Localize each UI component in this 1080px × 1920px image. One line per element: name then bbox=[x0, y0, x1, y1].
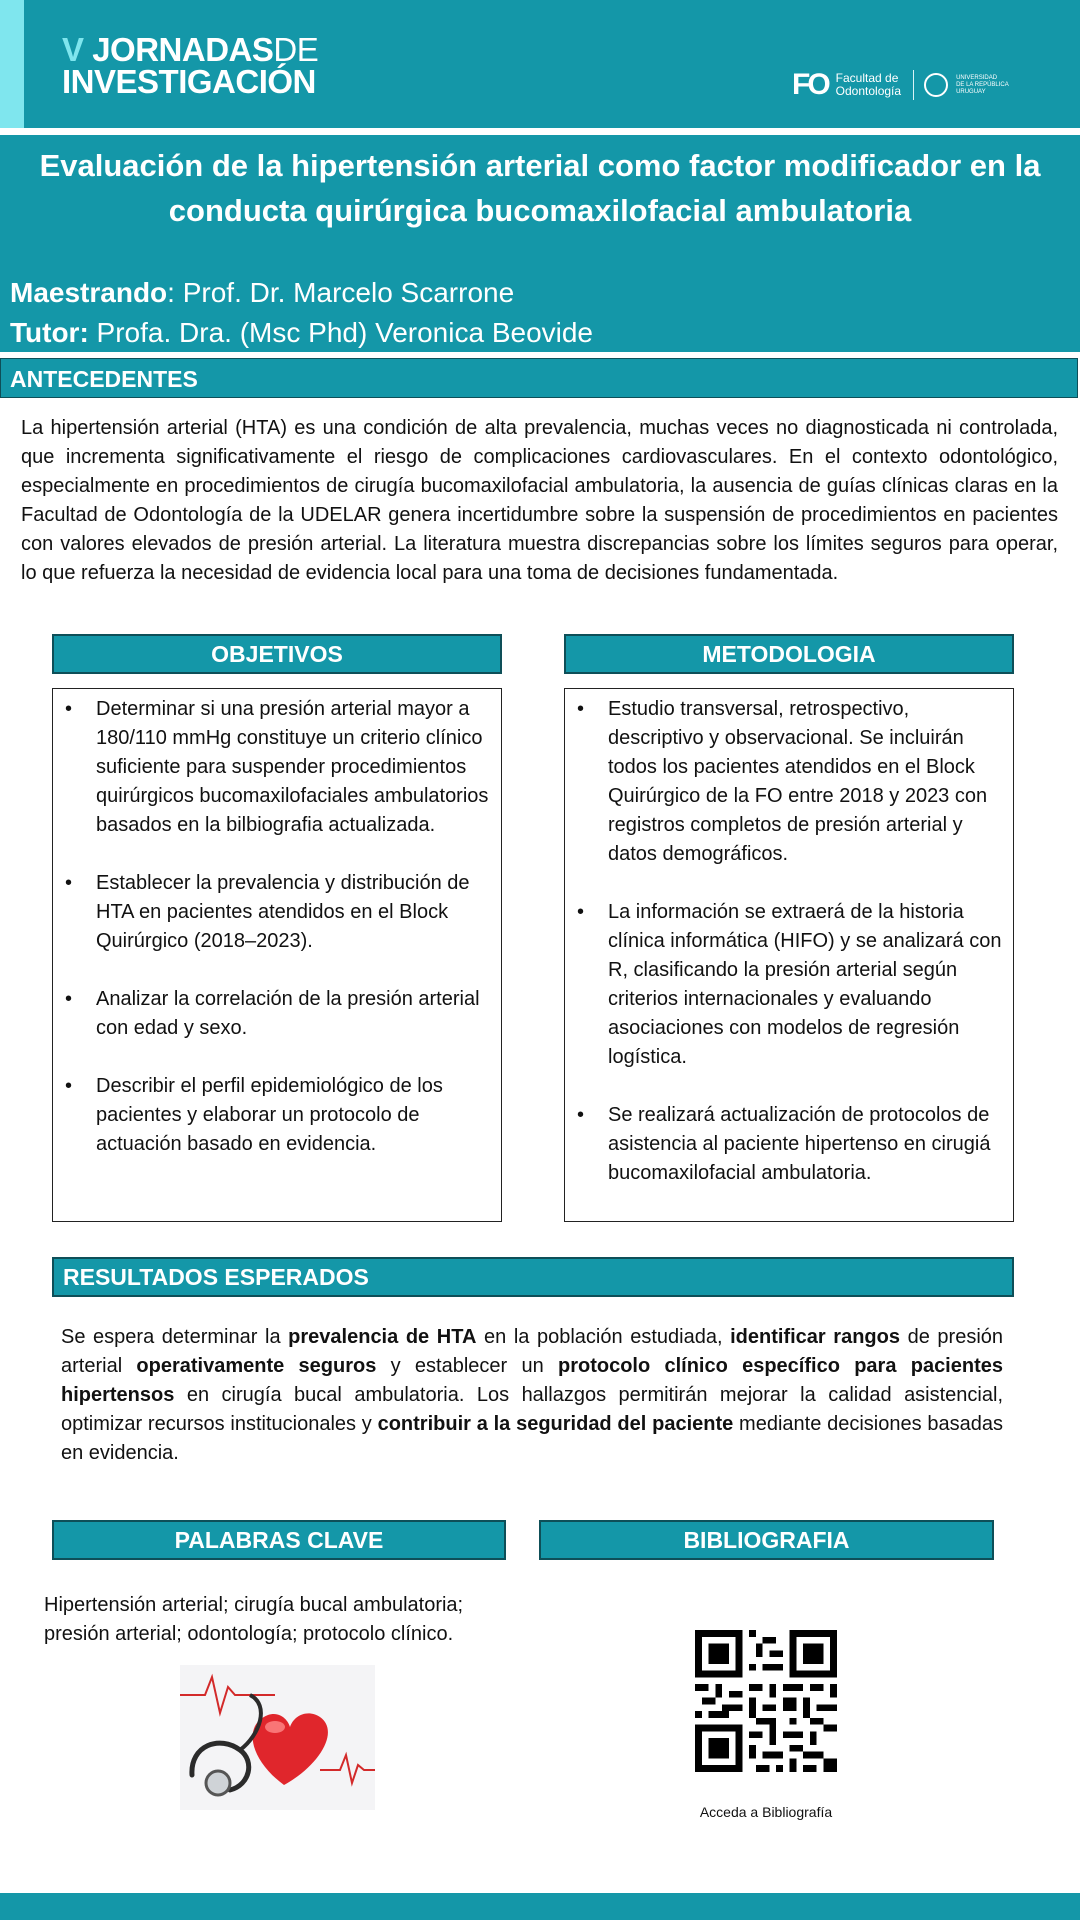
objetivos-box bbox=[52, 688, 502, 1222]
metodologia-box bbox=[564, 688, 1014, 1222]
authors bbox=[10, 273, 593, 353]
banner-accent-stripe bbox=[0, 0, 24, 128]
objetivo-item: • Establecer la prevalencia y distribución de HTA en pacientes atendidos en el Block Quirúrgico (2018–2023). bbox=[57, 869, 491, 956]
metodologia-item: • Estudio transversal, retrospectivo, descriptivo y observacional. Se incluirán todos los pacientes atendidos en el Block Quirúrgico de la FO entre 2018 y 2023 con registros completos de presión arterial y datos demográficos. bbox=[569, 695, 1003, 869]
poster-title: Evaluación de la hipertensión arterial como factor modificador en la conducta quirúrgica bucomaxilofacial ambulatoria bbox=[39, 148, 1041, 228]
bibliografia-heading: BIBLIOGRAFIA bbox=[539, 1520, 994, 1560]
logo-divider bbox=[913, 70, 914, 100]
metodologia-item: • Se realizará actualización de protocolos de asistencia al paciente hipertenso en cirugiá bucomaxilofacial ambulatoria. bbox=[569, 1101, 1003, 1188]
faculty-logo-mark: FO bbox=[792, 68, 828, 101]
institution-logos bbox=[792, 68, 1009, 102]
objetivos-heading: OBJETIVOS bbox=[52, 634, 502, 674]
faculty-name: Facultad de Odontología bbox=[835, 71, 902, 98]
metodologia-item: • La información se extraerá de la historia clínica informática (HIFO) y se analizará con R, clasificando la presión arterial según criterios internacionales y evaluando asociaciones con modelos de regresión logística. bbox=[569, 898, 1003, 1072]
palabras-clave-heading: PALABRAS CLAVE bbox=[52, 1520, 506, 1560]
resultados-heading: RESULTADOS ESPERADOS bbox=[52, 1257, 1014, 1297]
antecedentes-heading: ANTECEDENTES bbox=[0, 358, 1078, 398]
bottom-banner bbox=[0, 1893, 1080, 1920]
objetivo-item: • Determinar si una presión arterial mayor a 180/110 mmHg constituye un criterio clínico suficiente para suspender procedimientos quirúrgicos bucomaxilofaciales ambulatorios basados en la bilbiografia actualizada. bbox=[57, 695, 491, 840]
qr-caption: Acceda a Bibliografía bbox=[699, 1804, 833, 1820]
university-name: UNIVERSIDAD DE LA REPÚBLICA URUGUAY bbox=[956, 74, 1009, 95]
resultados-text: Se espera determinar la prevalencia de HTA en la población estudiada, identificar rangos de presión arterial operativamente seguros y establecer un protocolo clínico específico para pacientes hipertensos en cirugía bucal ambulatoria. Los hallazgos permitirán mejorar la calidad asistencial, optimizar recursos institucionales y contribuir a la seguridad del paciente mediante decisiones basadas en evidencia. bbox=[61, 1326, 1004, 1464]
antecedentes-text: La hipertensión arterial (HTA) es una condición de alta prevalencia, muchas veces no diagnosticada ni controlada, que incrementa significativamente el riesgo de complicaciones cardiovasculares. En el contexto odontológico, especialmente en procedimientos de cirugía bucomaxilofacial ambulatoria, la ausencia de guías clínicas claras en la Facultad de Odontología de la UDELAR genera incertidumbre sobre la suspensión de procedimientos en pacientes con valores elevados de presión arterial. La literatura muestra discrepancias sobre los límites seguros para operar, lo que refuerza la necesidad de evidencia local para una toma de decisiones fundamentada. bbox=[21, 417, 1058, 584]
bibliography-qr-code[interactable] bbox=[695, 1630, 837, 1772]
metodologia-heading: METODOLOGIA bbox=[564, 634, 1014, 674]
objetivo-item: • Describir el perfil epidemiológico de los pacientes y elaborar un protocolo de actuación basado en evidencia. bbox=[57, 1072, 491, 1159]
objetivo-item: • Analizar la correlación de la presión arterial con edad y sexo. bbox=[57, 985, 491, 1043]
heart-stethoscope-image bbox=[180, 1665, 375, 1810]
event-logo: V JORNADASDE INVESTIGACIÓN bbox=[62, 31, 319, 100]
tutor-line: Tutor: Profa. Dra. (Msc Phd) Veronica Beovide bbox=[10, 317, 593, 348]
university-seal-icon bbox=[924, 73, 948, 97]
palabras-clave-text: Hipertensión arterial; cirugía bucal ambulatoria; presión arterial; odontología; protocolo clínico. bbox=[44, 1594, 464, 1645]
student-line: Maestrando: Prof. Dr. Marcelo Scarrone bbox=[10, 277, 515, 308]
title-banner bbox=[0, 135, 1080, 352]
